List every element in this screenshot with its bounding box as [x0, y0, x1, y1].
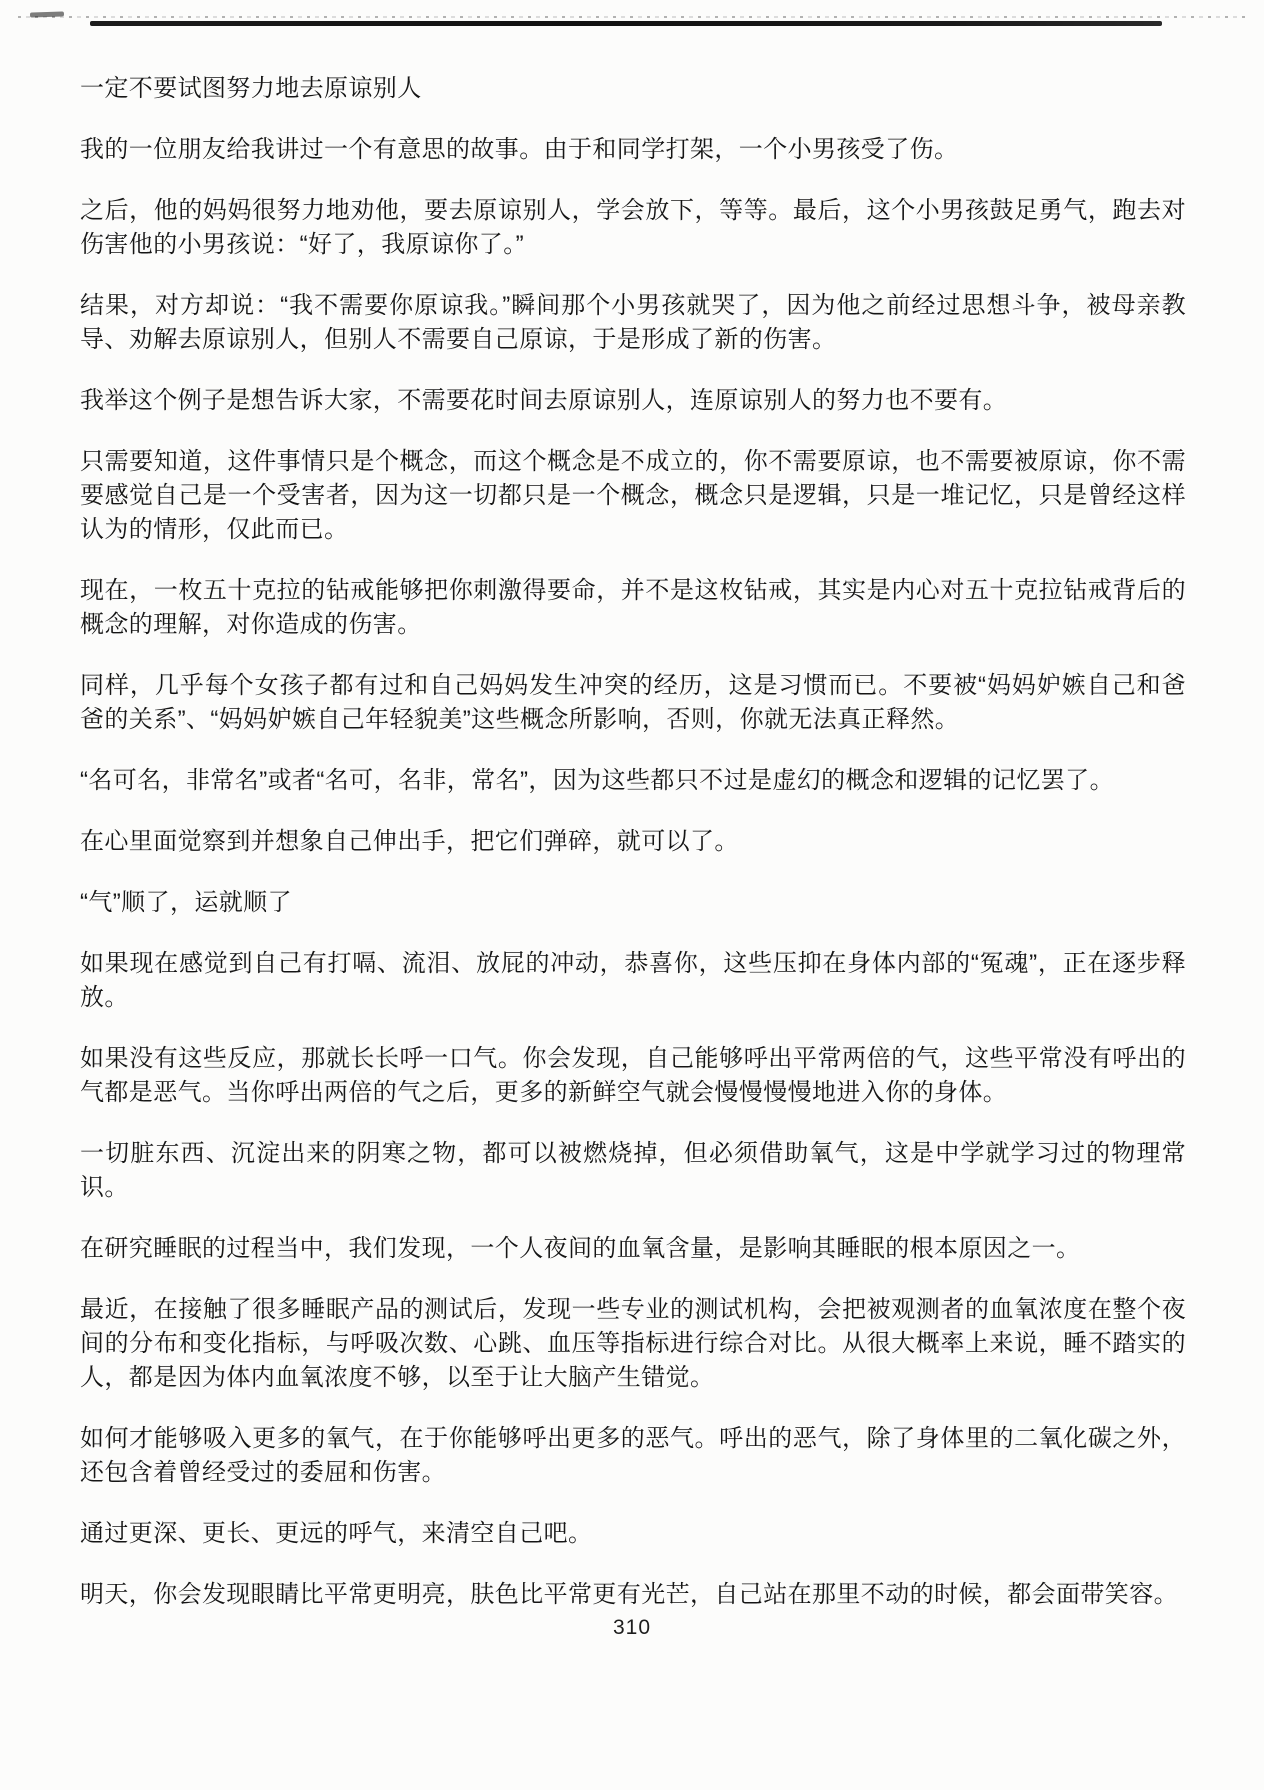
scan-artifact-speckle-line: [18, 16, 1246, 18]
paragraph: 如何才能够吸入更多的氧气，在于你能够呼出更多的恶气。呼出的恶气，除了身体里的二氧化碳之外，还包含着曾经受过的委屈和伤害。: [80, 1425, 1186, 1486]
paragraph: 之后，他的妈妈很努力地劝他，要去原谅别人，学会放下，等等。最后，这个小男孩鼓足勇气，跑去对伤害他的小男孩说：“好了，我原谅你了。”: [80, 197, 1186, 258]
section-heading: “气”顺了，运就顺了: [80, 889, 292, 916]
paragraph: 结果，对方却说：“我不需要你原谅我。”瞬间那个小男孩就哭了，因为他之前经过思想斗争，被母亲教导、劝解去原谅别人，但别人不需要自己原谅，于是形成了新的伤害。: [80, 292, 1186, 353]
paragraph: 通过更深、更长、更远的呼气，来清空自己吧。: [80, 1520, 593, 1547]
paragraph: 现在，一枚五十克拉的钻戒能够把你刺激得要命，并不是这枚钻戒，其实是内心对五十克拉钻戒背后的概念的理解，对你造成的伤害。: [80, 577, 1186, 638]
scan-artifact-top-bar: [90, 21, 1162, 26]
paragraph: “名可名，非常名”或者“名可，名非，常名”，因为这些都只不过是虚幻的概念和逻辑的记忆罢了。: [80, 767, 1114, 794]
page-number: 310: [612, 1616, 652, 1639]
paragraph: 我举这个例子是想告诉大家，不需要花时间去原谅别人，连原谅别人的努力也不要有。: [80, 387, 1008, 414]
paragraph: 同样，几乎每个女孩子都有过和自己妈妈发生冲突的经历，这是习惯而已。不要被“妈妈妒嫉自己和爸爸的关系”、“妈妈妒嫉自己年轻貌美”这些概念所影响，否则，你就无法真正释然。: [80, 672, 1186, 733]
section-heading: 一定不要试图努力地去原谅别人: [80, 75, 422, 102]
paragraph: 一切脏东西、沉淀出来的阴寒之物，都可以被燃烧掉，但必须借助氧气，这是中学就学习过的物理常识。: [80, 1140, 1186, 1201]
paragraph: 如果现在感觉到自己有打嗝、流泪、放屁的冲动，恭喜你，这些压抑在身体内部的“冤魂”，正在逐步释放。: [80, 950, 1186, 1011]
paragraph: 如果没有这些反应，那就长长呼一口气。你会发现，自己能够呼出平常两倍的气，这些平常没有呼出的气都是恶气。当你呼出两倍的气之后，更多的新鲜空气就会慢慢慢慢地进入你的身体。: [80, 1045, 1186, 1106]
paragraph: 最近，在接触了很多睡眠产品的测试后，发现一些专业的测试机构，会把被观测者的血氧浓度在整个夜间的分布和变化指标，与呼吸次数、心跳、血压等指标进行综合对比。从很大概率上来说，睡不踏实的人，都是因为体内血氧浓度不够，以至于让大脑产生错觉。: [80, 1296, 1186, 1391]
paragraph: 只需要知道，这件事情只是个概念，而这个概念是不成立的，你不需要原谅，也不需要被原谅，你不需要感觉自己是一个受害者，因为这一切都只是一个概念，概念只是逻辑，只是一堆记忆，只是曾经这样认为的情形，仅此而已。: [80, 448, 1186, 543]
page-body-text: [80, 72, 1186, 1639]
paragraph: 在心里面觉察到并想象自己伸出手，把它们弹碎，就可以了。: [80, 828, 739, 855]
paragraph: 我的一位朋友给我讲过一个有意思的故事。由于和同学打架，一个小男孩受了伤。: [80, 136, 959, 163]
paragraph: 明天，你会发现眼睛比平常更明亮，肤色比平常更有光芒，自己站在那里不动的时候，都会面带笑容。: [80, 1581, 1178, 1608]
paragraph: 在研究睡眠的过程当中，我们发现，一个人夜间的血氧含量，是影响其睡眠的根本原因之一。: [80, 1235, 1081, 1262]
